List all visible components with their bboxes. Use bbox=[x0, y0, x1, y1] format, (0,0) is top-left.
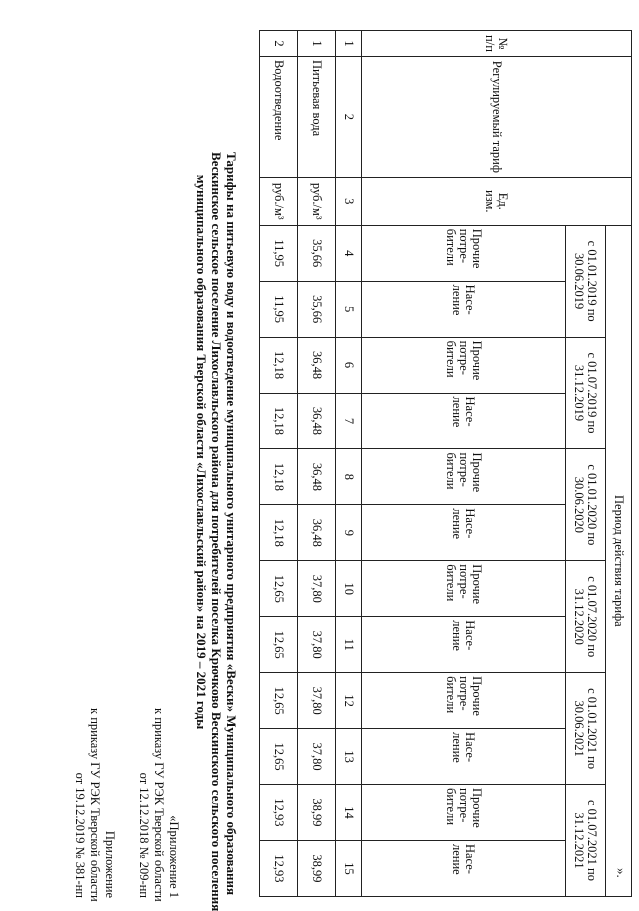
row-value: 12,18 bbox=[260, 449, 298, 505]
row-tariff-name: Водоотведение bbox=[260, 56, 298, 177]
document-title bbox=[194, 152, 239, 911]
period-cell: с 01.07.2020 по 31.12.2020 bbox=[566, 561, 606, 673]
title-line-2: Вескинское сельское поселение Лихославльского района для потребителей поселка Крючково Вескинского сельского поселения bbox=[209, 152, 224, 911]
index-cell: 8 bbox=[336, 449, 362, 505]
previous-appendix-line-1: «Приложение 1 bbox=[167, 815, 181, 898]
index-cell: 3 bbox=[336, 177, 362, 225]
index-cell: 11 bbox=[336, 617, 362, 673]
index-cell: 10 bbox=[336, 561, 362, 617]
subheader-other: Прочие потре- бители bbox=[362, 785, 566, 841]
table-row bbox=[260, 31, 298, 897]
previous-appendix-line-2: к приказу ГУ РЭК Тверской области bbox=[152, 708, 166, 902]
subheader-other: Прочие потре- бители bbox=[362, 673, 566, 729]
period-cell: с 01.01.2021 по 30.06.2021 bbox=[566, 673, 606, 785]
tariff-table bbox=[259, 30, 632, 897]
index-cell: 6 bbox=[336, 337, 362, 393]
header-num: № п/п bbox=[362, 31, 632, 57]
row-value: 12,65 bbox=[260, 617, 298, 673]
row-tariff-name: Питьевая вода bbox=[298, 56, 336, 177]
previous-appendix-note bbox=[136, 708, 181, 902]
index-cell: 12 bbox=[336, 673, 362, 729]
row-value: 12,65 bbox=[260, 729, 298, 785]
appendix-note bbox=[72, 708, 117, 902]
row-value: 38,99 bbox=[298, 785, 336, 841]
row-value: 36,48 bbox=[298, 505, 336, 561]
row-value: 12,65 bbox=[260, 673, 298, 729]
index-cell: 5 bbox=[336, 281, 362, 337]
row-num: 2 bbox=[260, 31, 298, 57]
row-value: 12,18 bbox=[260, 393, 298, 449]
row-value: 38,99 bbox=[298, 840, 336, 896]
header-period: Период действия тарифа bbox=[606, 225, 632, 896]
row-value: 36,48 bbox=[298, 393, 336, 449]
row-value: 35,66 bbox=[298, 281, 336, 337]
header-tariff: Регулируемый тариф bbox=[362, 56, 632, 177]
subheader-population: Насе- ление bbox=[362, 393, 566, 449]
index-cell: 2 bbox=[336, 56, 362, 177]
index-cell: 13 bbox=[336, 729, 362, 785]
index-cell: 9 bbox=[336, 505, 362, 561]
title-line-3: муниципального образования Тверской области «Лихославльский район» на 2019 – 2021 годы bbox=[194, 174, 209, 730]
row-value: 12,18 bbox=[260, 505, 298, 561]
row-value: 12,65 bbox=[260, 561, 298, 617]
row-unit: руб./м³ bbox=[260, 177, 298, 225]
period-cell: с 01.07.2021 по 31.12.2021 bbox=[566, 785, 606, 897]
previous-appendix-line-3: от 12.12.2018 № 209-нп bbox=[137, 772, 151, 898]
row-value: 37,80 bbox=[298, 729, 336, 785]
table-header-row bbox=[606, 31, 632, 897]
row-value: 35,66 bbox=[298, 225, 336, 281]
row-value: 11,95 bbox=[260, 225, 298, 281]
subheader-population: Насе- ление bbox=[362, 840, 566, 896]
subheader-other: Прочие потре- бители bbox=[362, 561, 566, 617]
subheader-other: Прочие потре- бители bbox=[362, 337, 566, 393]
index-cell: 15 bbox=[336, 840, 362, 896]
subheader-other: Прочие потре- бители bbox=[362, 449, 566, 505]
header-unit: Ед. изм. bbox=[362, 177, 632, 225]
row-value: 12,18 bbox=[260, 337, 298, 393]
subheader-population: Насе- ление bbox=[362, 281, 566, 337]
row-value: 36,48 bbox=[298, 337, 336, 393]
row-value: 12,93 bbox=[260, 840, 298, 896]
index-cell: 7 bbox=[336, 393, 362, 449]
period-cell: с 01.07.2019 по 31.12.2019 bbox=[566, 337, 606, 449]
index-cell: 14 bbox=[336, 785, 362, 841]
row-value: 11,95 bbox=[260, 281, 298, 337]
title-line-1: Тарифы на питьевую воду и водоотведение муниципального унитарного предприятия «Вески» Муниципального образования bbox=[224, 152, 239, 896]
row-num: 1 bbox=[298, 31, 336, 57]
period-cell: с 01.01.2020 по 30.06.2020 bbox=[566, 449, 606, 561]
closing-quote-mark: ». bbox=[614, 868, 629, 878]
subheader-population: Насе- ление bbox=[362, 729, 566, 785]
row-unit: руб./м³ bbox=[298, 177, 336, 225]
row-value: 12,93 bbox=[260, 785, 298, 841]
index-cell: 4 bbox=[336, 225, 362, 281]
row-value: 37,80 bbox=[298, 617, 336, 673]
appendix-line-1: Приложение bbox=[103, 830, 117, 898]
appendix-line-3: от 19.12.2019 № 381-нп bbox=[73, 772, 87, 898]
index-cell: 1 bbox=[336, 31, 362, 57]
appendix-line-2: к приказу ГУ РЭК Тверской области bbox=[88, 708, 102, 902]
subheader-other: Прочие потре- бители bbox=[362, 225, 566, 281]
table-index-row bbox=[336, 31, 362, 897]
row-value: 37,80 bbox=[298, 673, 336, 729]
subheader-population: Насе- ление bbox=[362, 617, 566, 673]
row-value: 37,80 bbox=[298, 561, 336, 617]
subheader-population: Насе- ление bbox=[362, 505, 566, 561]
row-value: 36,48 bbox=[298, 449, 336, 505]
period-cell: с 01.01.2019 по 30.06.2019 bbox=[566, 225, 606, 337]
table-row bbox=[298, 31, 336, 897]
